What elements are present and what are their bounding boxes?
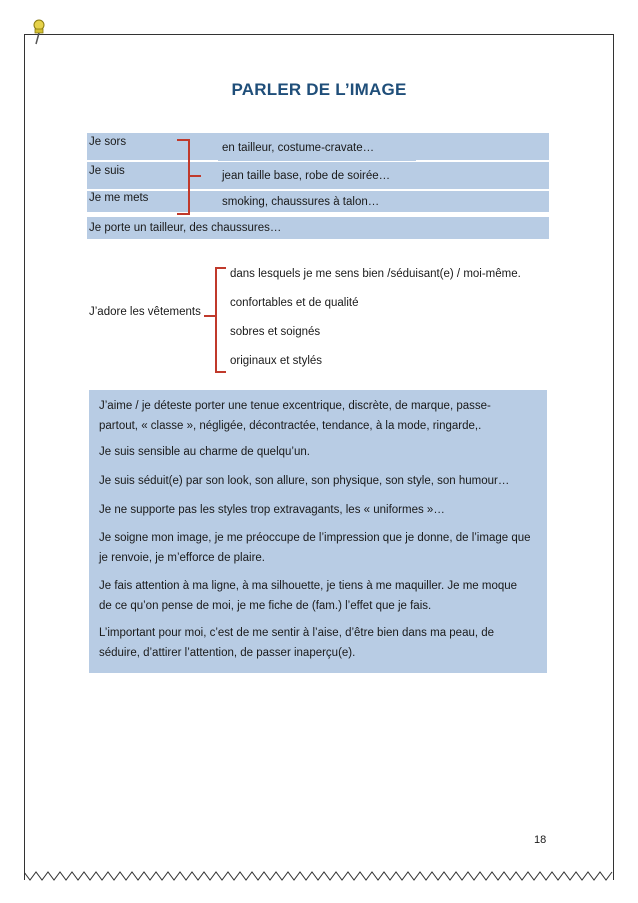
option-text: en tailleur, costume-cravate… — [222, 142, 375, 154]
paragraph: Je suis sensible au charme de quelqu’un. — [99, 446, 310, 458]
paragraph: Je suis séduit(e) par son look, son allure, son physique, son style, son humour… — [99, 475, 510, 487]
list-item: originaux et stylés — [230, 355, 323, 367]
page-title: PARLER DE L’IMAGE — [231, 80, 407, 99]
brace-connector — [175, 138, 205, 218]
option-clip — [222, 193, 416, 210]
verb-label: Je sors — [89, 136, 127, 148]
summary-text: Je porte un tailleur, des chaussures… — [89, 222, 282, 234]
brace-connector — [202, 266, 230, 376]
paragraph: Je soigne mon image, je me préoccupe de l’impression que je donne, de l’image que je renvoie, je m’efforce de plaire. — [99, 532, 531, 564]
option-text: jean taille base, robe de soirée… — [222, 170, 391, 182]
page-bottom-zigzag — [24, 868, 614, 886]
paragraph: L’important pour moi, c’est de me sentir à l’aise, d’être bien dans ma peau, de séduire, d’attirer l’attention, de passer inaperçu(e). — [99, 627, 495, 659]
verb-label: Je me mets — [89, 192, 149, 204]
verb-label: Je suis — [89, 165, 125, 177]
pushpin-icon — [26, 18, 50, 46]
lead-text: J’adore les vêtements — [89, 306, 201, 318]
option-text: smoking, chaussures à talon… — [222, 196, 380, 208]
list-item: confortables et de qualité — [230, 297, 359, 309]
list-item: sobres et soignés — [230, 326, 321, 338]
paragraph: Je ne supporte pas les styles trop extravagants, les « uniformes »… — [99, 504, 445, 516]
paragraph: Je fais attention à ma ligne, à ma silhouette, je tiens à me maquiller. Je me moque de ce qu’on pense de moi, je me fiche de (fam.) l’effet que je fais. — [99, 580, 518, 612]
page-number: 18 — [534, 834, 547, 846]
list-item: dans lesquels je me sens bien /séduisant(e) / moi-même. — [230, 268, 521, 280]
paragraph: J’aime / je déteste porter une tenue excentrique, discrète, de marque, passe- partout, « classe », négligée, décontractée, tendance, à la mode, ringarde,. — [99, 400, 491, 432]
